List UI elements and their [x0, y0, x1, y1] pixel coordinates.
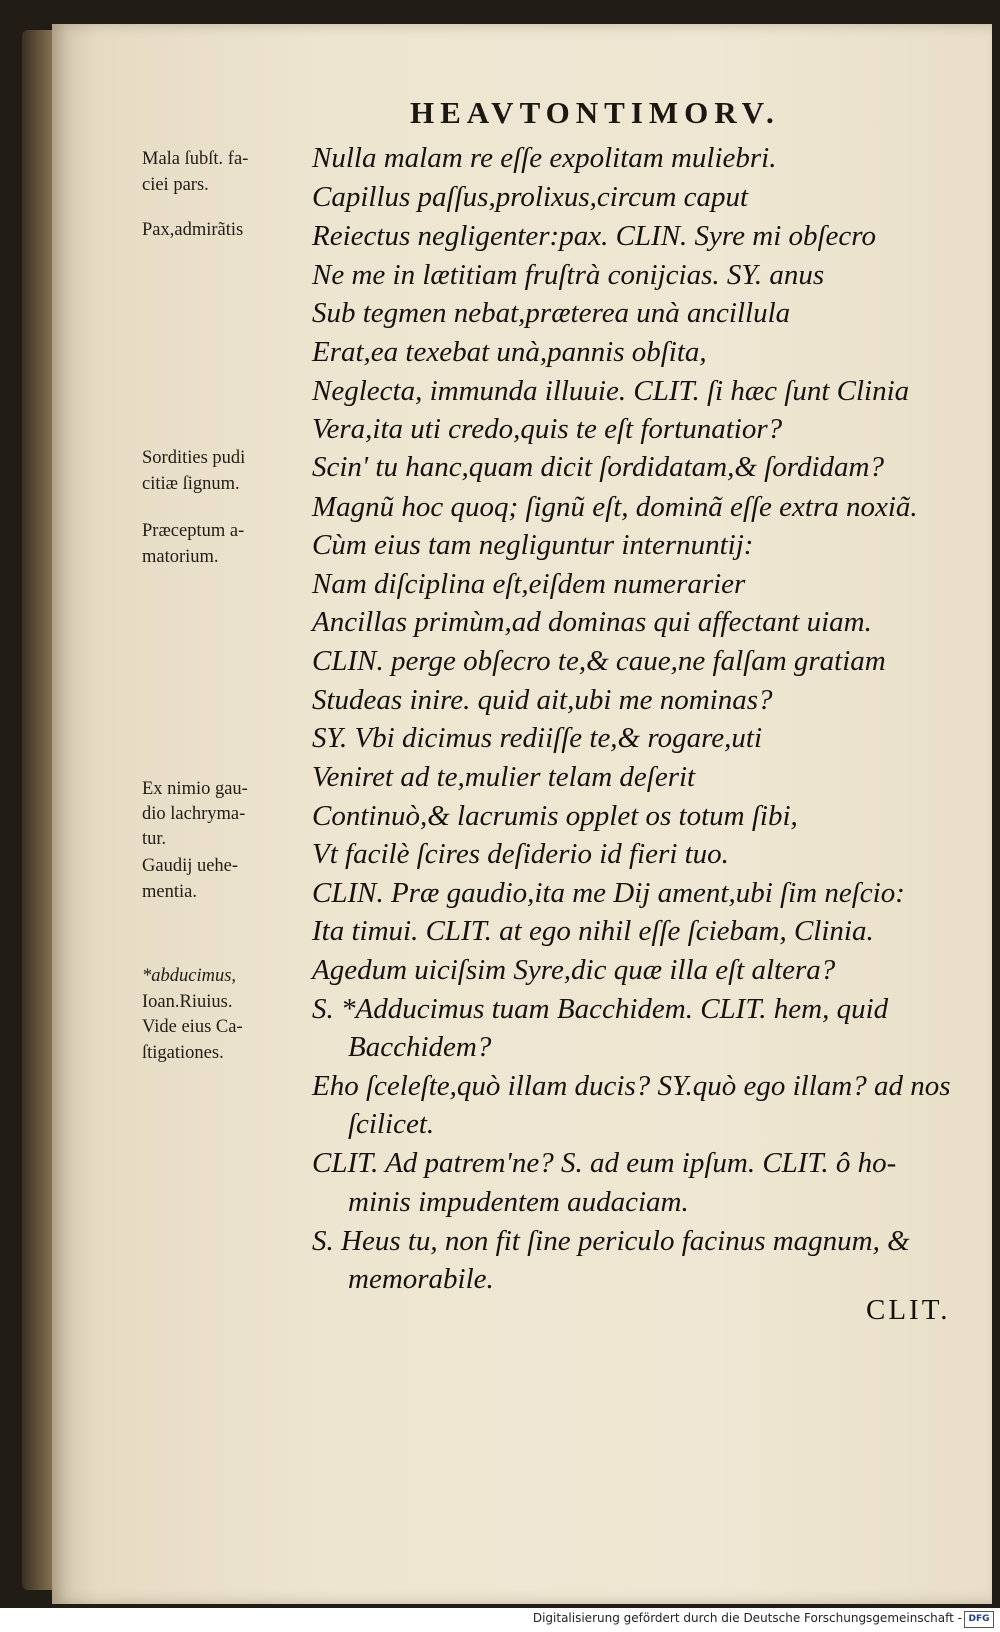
- verse-line: CLIN. perge obſecro te,& caue,ne falſam gratiam: [312, 645, 886, 677]
- verse-line: Eho ſceleſte,quò illam ducis? SY.quò ego illam? ad nos: [312, 1070, 951, 1102]
- verse-line: Agedum uiciſsim Syre,dic quæ illa eſt altera?: [312, 954, 836, 986]
- verse-line: Nulla malam re eſſe expolitam muliebri.: [312, 142, 777, 174]
- gloss-line: Gaudij uehe-: [142, 856, 239, 876]
- verse-line: Continuò,& lacrumis opplet os totum ſibi,: [312, 800, 798, 832]
- gloss-line: Vide eius Ca-: [142, 1017, 243, 1037]
- gloss-line: ſtigationes.: [142, 1043, 224, 1063]
- digitization-footer: [0, 1608, 1000, 1632]
- verse-line: minis impudentem audaciam.: [348, 1186, 689, 1218]
- verse-line: Capillus paſſus,prolixus,circum caput: [312, 181, 749, 213]
- verse-line: Cùm eius tam negliguntur internuntij:: [312, 529, 754, 561]
- verse-line: Sub tegmen nebat,præterea unà ancillula: [312, 297, 791, 329]
- gloss-line: tur.: [142, 829, 167, 849]
- gloss-line: *abducimus,: [142, 966, 237, 986]
- verse-line: CLIN. Præ gaudio,ita me Dij ament,ubi ſim neſcio:: [312, 877, 905, 909]
- verse-line: S. *Adducimus tuam Bacchidem. CLIT. hem, quid: [312, 993, 889, 1025]
- verse-line: memorabile.: [348, 1263, 494, 1295]
- funding-credit: Digitalisierung gefördert durch die Deutsche Forschungsgemeinschaft -: [532, 1611, 962, 1625]
- verse-line: Veniret ad te,mulier telam deſerit: [312, 761, 696, 793]
- verse-line: CLIT. Ad patrem'ne? S. ad eum ipſum. CLIT. ô ho-: [312, 1147, 897, 1179]
- verse-line: S. Heus tu, non fit ſine periculo facinus magnum, &: [312, 1225, 910, 1257]
- verse-line: Ne me in lætitiam fruſtrà conijcias. SY. anus: [312, 259, 825, 291]
- verse-line: SY. Vbi dicimus rediiſſe te,& rogare,uti: [312, 722, 763, 754]
- verse-line: Magnũ hoc quoq; ſignũ eſt, dominã eſſe extra noxiã.: [312, 491, 918, 523]
- gloss-line: citiæ ſignum.: [142, 474, 240, 494]
- gloss-line: Pax,admirãtis: [142, 220, 244, 240]
- running-head: HEAVTONTIMORV.: [410, 95, 780, 130]
- gloss-line: dio lachryma-: [142, 804, 246, 824]
- gloss-line: matorium.: [142, 547, 219, 567]
- verse-line: Scin' tu hanc,quam dicit ſordidatam,& ſordidam?: [312, 451, 884, 483]
- verse-line: Nam diſciplina eſt,eiſdem numerarier: [312, 568, 746, 600]
- catchword: CLIT.: [866, 1294, 951, 1326]
- gloss-line: Sordities pudi: [142, 448, 246, 468]
- gloss-line: Mala ſubſt. fa-: [142, 149, 249, 169]
- gloss-line: ciei pars.: [142, 175, 209, 195]
- gloss-line: Præceptum a-: [142, 521, 245, 541]
- verse-line: ſcilicet.: [348, 1108, 435, 1140]
- verse-line: Reiectus negligenter:pax. CLIN. Syre mi obſecro: [312, 220, 877, 252]
- gloss-line: Ioan.Riuius.: [142, 992, 233, 1012]
- verse-line: Bacchidem?: [348, 1031, 492, 1063]
- dfg-logo-icon: DFG: [964, 1611, 994, 1628]
- verse-line: Erat,ea texebat unà,pannis obſita,: [312, 336, 707, 368]
- gloss-line: mentia.: [142, 882, 197, 902]
- gloss-line: Ex nimio gau-: [142, 779, 248, 799]
- verse-line: Ancillas primùm,ad dominas qui affectant uiam.: [312, 606, 872, 638]
- verse-line: Vt facilè ſcires deſiderio id fieri tuo.: [312, 838, 729, 870]
- verse-line: Studeas inire. quid ait,ubi me nominas?: [312, 684, 773, 716]
- verse-line: Vera,ita uti credo,quis te eſt fortunatior?: [312, 413, 783, 445]
- verse-line: Neglecta, immunda illuuie. CLIT. ſi hæc ſunt Clinia: [312, 375, 910, 407]
- verse-line: Ita timui. CLIT. at ego nihil eſſe ſciebam, Clinia.: [312, 915, 874, 947]
